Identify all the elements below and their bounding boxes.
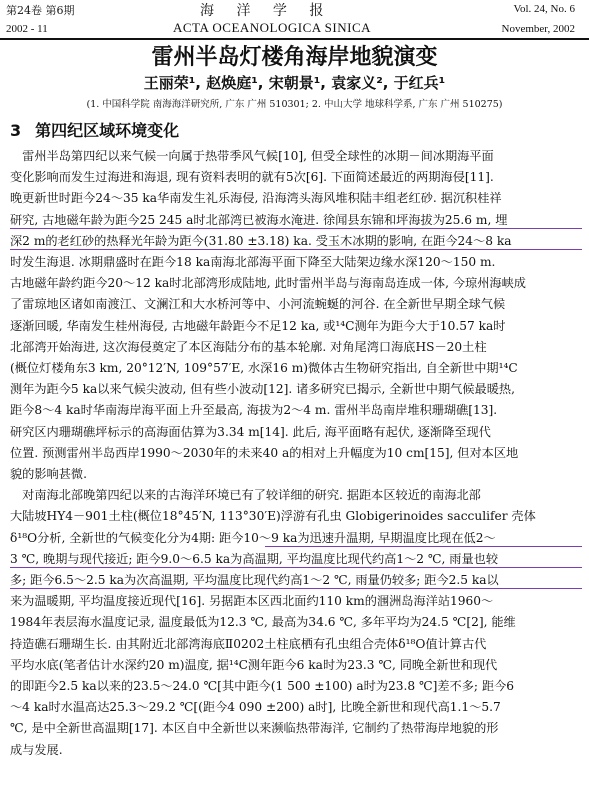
body-line: 1984年表层海水温度记录, 温度最低为12.3 ℃, 最高为34.6 ℃, 多年平均为24.5 ℃[2], 能维 bbox=[10, 615, 516, 630]
journal-name-en: ACTA OCEANOLOGICA SINICA bbox=[173, 20, 372, 35]
body-line: 了雷琼地区诸如南渡江、文澜江和大水桥河等中、小河流蜿蜒的河谷. 在全新世早期全球气候 bbox=[10, 297, 506, 312]
body-line: 位置. 预测雷州半岛西岸1990～2030年的未来40 a的相对上升幅度为10 cm[15], 但对本区地 bbox=[10, 445, 519, 460]
body-line: 3 ℃, 晚期与现代接近; 距今9.0～6.5 ka为高温期, 平均温度比现代约高1～2 ℃, 雨量也较 bbox=[10, 551, 499, 566]
date-en: November, 2002 bbox=[501, 23, 575, 35]
body-line: 持造礁石珊瑚生长. 由其附近北部湾海底Ⅱ0202土柱底栖有孔虫组合壳体δ¹⁸O值计算古代 bbox=[10, 636, 487, 651]
journal-header bbox=[0, 0, 589, 40]
body-line: 时发生海退. 冰期鼎盛时在距今18 ka南海北部海平面下降至大陆架边缘水深120～150 m. bbox=[10, 255, 496, 269]
body-line: 研究, 古地磁年龄为距今25 245 a时北部湾已被海水淹进. 徐闻县东锦和坪海拔为25.6 m, 埋 bbox=[10, 212, 508, 227]
body-line: 北部湾开始海进, 这次海侵奠定了本区海陆分布的基本轮廓. 对角尾湾口海底HS－20土柱 bbox=[10, 339, 487, 354]
body-line: 对南海北部晚第四纪以来的古海洋环境已有了较详细的研究. 据距本区较近的南海北部 bbox=[10, 488, 481, 503]
body-line: ℃, 是中全新世高温期[17]. 本区自中全新世以来濒临热带海洋, 它制约了热带海岸地貌的形 bbox=[10, 721, 499, 736]
section-heading bbox=[10, 118, 179, 141]
volume-en: Vol. 24, No. 6 bbox=[513, 3, 575, 15]
body-line: 多; 距今6.5～2.5 ka为次高温期, 平均温度比现代约高1～2 ℃, 雨量仍较多; 距今2.5 ka以 bbox=[10, 573, 499, 587]
body-line: 成与发展. bbox=[10, 742, 63, 757]
body-line: 貌的影响甚微. bbox=[10, 467, 87, 481]
body-line: 的即距今2.5 ka以来的23.5～24.0 ℃[其中距今(1 500 ±100) a时为23.8 ℃]差不多; 距今6 bbox=[10, 679, 515, 693]
body-line: 变化影响而发生过海进和海退, 现有资料表明的就有5次[6]. 下面简述最近的两期海侵[11]. bbox=[10, 170, 494, 185]
volume-cn: 第24卷 第6期 bbox=[6, 4, 75, 17]
highlight-underline bbox=[10, 249, 582, 250]
body-line: 研究区内珊瑚礁坪标示的高海面估算为3.34 m[14]. 此后, 海平面略有起伏, 逐渐降至现代 bbox=[10, 424, 491, 439]
journal-name-cn: 海 洋 学 报 bbox=[200, 3, 333, 19]
highlight-underline bbox=[10, 228, 582, 229]
body-line: 逐渐回暖, 华南发生桂州海侵, 古地磁年龄距今不足12 ka, 或¹⁴C测年为距今大于10.57 ka时 bbox=[10, 318, 506, 333]
section-title: 第四纪区域环境变化 bbox=[35, 121, 180, 140]
body-line: 平均水底(笔者估计水深约20 m)温度, 据¹⁴C测年距今6 ka时为23.3 ℃, 同晚全新世和现代 bbox=[10, 657, 498, 672]
body-line: 晚更新世时距今24～35 ka华南发生礼乐海侵, 沿海湾头海风堆积陆丰组老红砂. 据沉积桂祥 bbox=[10, 191, 502, 206]
body-line: 测年为距今5 ka以来气候尖波动, 但有些小波动[12]. 诸多研究已揭示, 全新世中期气候最暖热, bbox=[10, 382, 515, 397]
body-line: δ¹⁸O分析, 全新世的气候变化分为4期: 距今10～9 ka为迅速升温期, 早期温度比现在低2～ bbox=[10, 530, 496, 545]
highlight-underline bbox=[10, 567, 582, 568]
body-line: 深2 m的老红砂的热释光年龄为距今(31.80 ±3.18) ka. 受玉木冰期的影响, 在距今24～8 ka bbox=[10, 233, 512, 248]
section-number: 3 bbox=[10, 121, 22, 140]
affiliation: (1. 中国科学院 南海海洋研究所, 广东 广州 510301; 2. 中山大学 地球科学系, 广东 广州 510275) bbox=[86, 99, 503, 110]
body-line: 来为温暖期, 平均温度接近现代[16]. 另据距本区西北面约110 km的涠洲岛海洋站1960～ bbox=[10, 594, 494, 609]
body-line: 雷州半岛第四纪以来气候一向属于热带季风气候[10], 但受全球性的冰期－间冰期海平面 bbox=[10, 149, 494, 163]
body-line: 古地磁年龄约距今20～12 ka时北部湾形成陆地, 此时雷州半岛与海南岛连成一体, 今琼州海峡成 bbox=[10, 276, 526, 291]
body-line: ～4 ka时水温高达25.3～29.2 ℃[(距今4 090 ±200) a时], 比晚全新世和现代高1.1～5.7 bbox=[10, 700, 501, 715]
body-line: 距今8～4 ka时华南海岸海平面上升至最高, 海拔为2～4 m. 雷州半岛南岸堆积珊瑚礁[13]. bbox=[10, 403, 498, 418]
author-list: 王丽荣¹, 赵焕庭¹, 宋朝景¹, 袁家义², 于红兵¹ bbox=[143, 74, 446, 92]
highlight-underline bbox=[265, 546, 582, 547]
body-line: (概位灯楼角东3 km, 20°12′N, 109°57′E, 水深16 m)微体古生物研究指出, 自全新世中期¹⁴C bbox=[10, 361, 518, 375]
body-line: 大陆坡HY4－901土柱(概位18°45′N, 113°30′E)浮游有孔虫 Globigerinoides sacculifer 壳体 bbox=[10, 509, 536, 524]
paper-title: 雷州半岛灯楼角海岸地貌演变 bbox=[151, 45, 438, 70]
date-cn: 2002 - 11 bbox=[6, 23, 48, 35]
highlight-underline bbox=[10, 588, 582, 589]
